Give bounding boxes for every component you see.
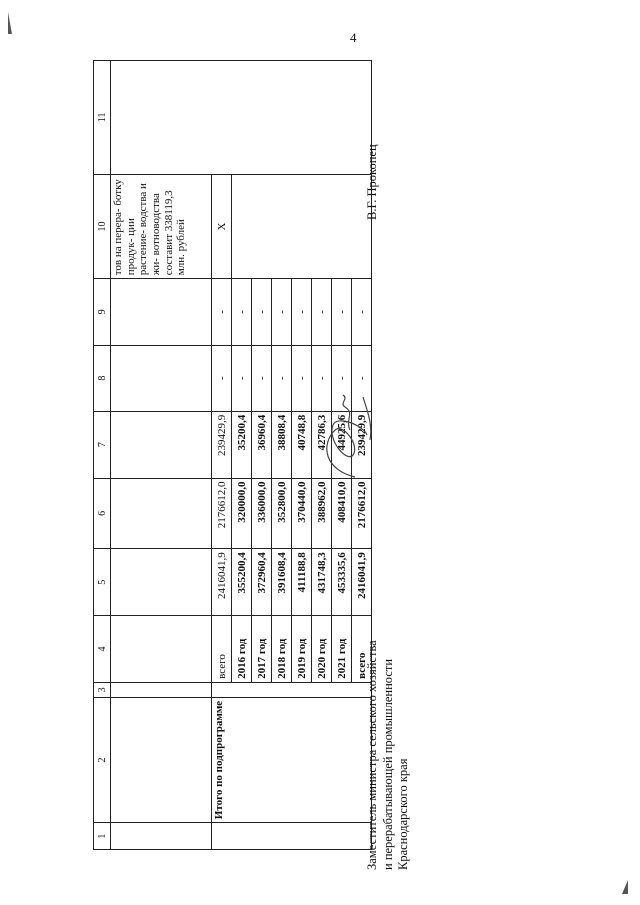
- position-line: Краснодарского края: [396, 758, 411, 870]
- value-cell: 372960,4: [252, 549, 272, 616]
- section-label: Итого по подпрограмме: [212, 697, 372, 822]
- period-cell: 2017 год: [252, 616, 272, 683]
- table-row: [212, 61, 232, 850]
- x-cell: X: [212, 174, 232, 279]
- value-cell: 370440,0: [292, 478, 312, 549]
- value-cell: 320000,0: [232, 478, 252, 549]
- value-cell: 388962,0: [312, 478, 332, 549]
- value-cell: 408410,0: [332, 478, 352, 549]
- value-cell: 44925,6: [332, 411, 352, 478]
- value-cell: 36960,4: [252, 411, 272, 478]
- header-cell: 5: [94, 549, 111, 616]
- value-cell: 2176612,0: [212, 478, 232, 549]
- value-cell: -: [312, 345, 332, 411]
- value-cell: 239429,9: [212, 411, 232, 478]
- value-cell: 411188,8: [292, 549, 312, 616]
- value-cell: -: [352, 279, 372, 345]
- note-row: [111, 61, 212, 850]
- value-cell: 352800,0: [272, 478, 292, 549]
- value-cell: -: [212, 279, 232, 345]
- header-cell: 11: [94, 61, 111, 175]
- corner-mark: [8, 12, 12, 34]
- signatory-position: [365, 640, 412, 870]
- header-cell: 2: [94, 697, 111, 822]
- page-number: 4: [350, 30, 357, 45]
- value-cell: -: [292, 345, 312, 411]
- value-cell: -: [212, 345, 232, 411]
- period-cell: всего: [212, 616, 232, 683]
- period-cell: всего: [352, 616, 372, 683]
- header-cell: 8: [94, 345, 111, 411]
- period-cell: 2020 год: [312, 616, 332, 683]
- value-cell: 38808,4: [272, 411, 292, 478]
- header-cell: 3: [94, 682, 111, 697]
- value-cell: 2176612,0: [352, 478, 372, 549]
- period-cell: 2018 год: [272, 616, 292, 683]
- value-cell: -: [352, 345, 372, 411]
- value-cell: 355200,4: [232, 549, 252, 616]
- value-cell: 35200,4: [232, 411, 252, 478]
- header-cell: 1: [94, 823, 111, 850]
- value-cell: -: [312, 279, 332, 345]
- period-cell: 2021 год: [332, 616, 352, 683]
- value-cell: -: [232, 279, 252, 345]
- position-line: и перерабатывающей промышленности: [380, 658, 395, 870]
- header-cell: 7: [94, 411, 111, 478]
- value-cell: -: [292, 279, 312, 345]
- value-cell: -: [272, 279, 292, 345]
- value-cell: 431748,3: [312, 549, 332, 616]
- value-cell: -: [332, 345, 352, 411]
- header-number-row: [94, 61, 111, 850]
- value-cell: -: [232, 345, 252, 411]
- position-line: Заместитель министра сельского хозяйства: [365, 640, 379, 870]
- value-cell: 42786,3: [312, 411, 332, 478]
- period-cell: 2016 год: [232, 616, 252, 683]
- period-cell: 2019 год: [292, 616, 312, 683]
- value-cell: -: [332, 279, 352, 345]
- header-cell: 10: [94, 174, 111, 279]
- header-cell: 6: [94, 478, 111, 549]
- value-cell: 2416041,9: [352, 549, 372, 616]
- note-text: тов на перера- ботку продук- ции растение- водства и жи- вотноводства составит 338119,3 млн. рублей: [111, 174, 212, 279]
- value-cell: 391608,4: [272, 549, 292, 616]
- value-cell: 453335,6: [332, 549, 352, 616]
- header-cell: 9: [94, 279, 111, 345]
- rotated-page-content: [60, 60, 480, 880]
- signatory-name: В.Г. Прокопец: [365, 144, 379, 220]
- value-cell: -: [252, 345, 272, 411]
- value-cell: 239429,9: [352, 411, 372, 478]
- value-cell: 2416041,9: [212, 549, 232, 616]
- value-cell: 40748,8: [292, 411, 312, 478]
- value-cell: 336000,0: [252, 478, 272, 549]
- header-cell: 4: [94, 616, 111, 683]
- corner-mark: [622, 880, 628, 894]
- handwritten-signature: [315, 390, 385, 485]
- value-cell: -: [272, 345, 292, 411]
- value-cell: -: [252, 279, 272, 345]
